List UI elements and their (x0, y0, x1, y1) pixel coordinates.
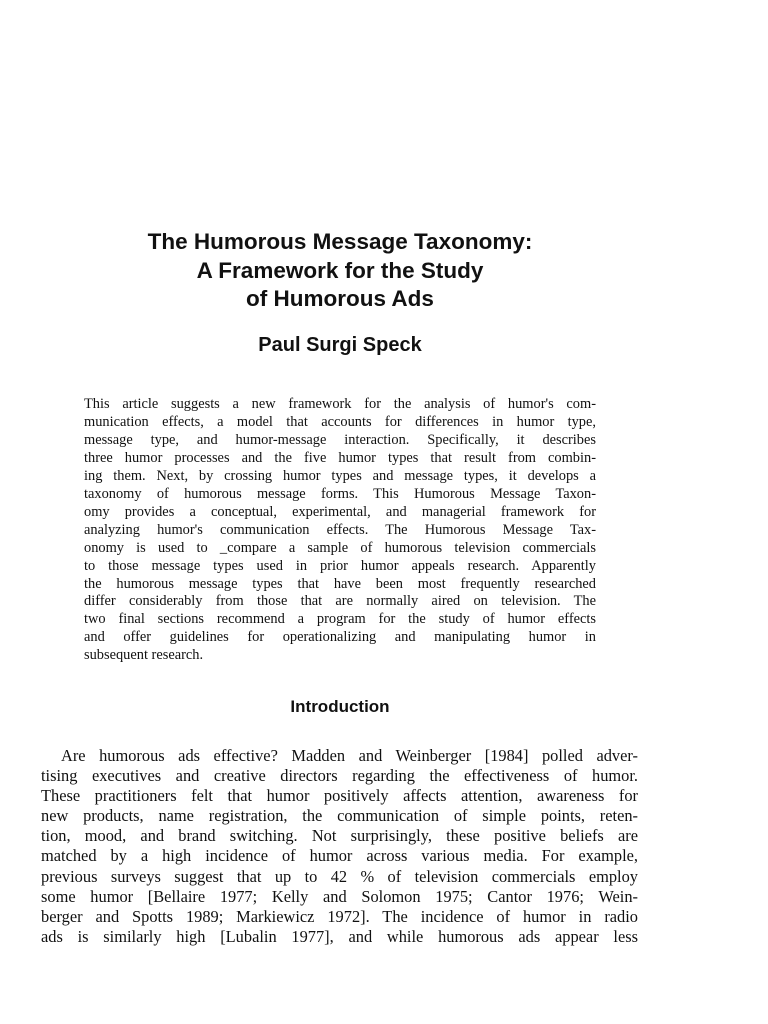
abstract-line: message type, and humor-message interaction. Specifically, it describes (84, 431, 596, 448)
body-line: ads is similarly high [Lubalin 1977], and while humorous ads appear less (41, 926, 638, 946)
abstract-line: taxonomy of humorous message forms. This Humorous Message Taxon- (84, 485, 596, 502)
body-line: matched by a high incidence of humor across various media. For example, (41, 846, 638, 866)
section-heading-introduction: Introduction (290, 697, 390, 716)
body-line: These practitioners felt that humor positively affects attention, awareness for (41, 786, 638, 806)
title-line: of Humorous Ads (246, 286, 434, 311)
abstract-line: differ considerably from those that are normally aired on television. The (84, 593, 596, 610)
abstract-line: omy provides a conceptual, experimental, and managerial framework for (84, 503, 596, 520)
body-line: tion, mood, and brand switching. Not surprisingly, these positive beliefs are (41, 826, 638, 846)
body-line: some humor [Bellaire 1977; Kelly and Solomon 1975; Cantor 1976; Wein- (41, 886, 638, 906)
abstract-line: three humor processes and the five humor types that result from combin- (84, 449, 596, 466)
abstract-line: analyzing humor's communication effects. The Humorous Message Tax- (84, 521, 596, 538)
abstract-line: two final sections recommend a program for the study of humor effects (84, 611, 596, 628)
article-author: Paul Surgi Speck (258, 334, 422, 356)
abstract-line: the humorous message types that have been most frequently researched (84, 575, 596, 592)
article-title (60, 228, 620, 314)
title-line: A Framework for the Study (196, 257, 484, 283)
body-line: new products, name registration, the communication of simple points, reten- (41, 806, 638, 826)
title-line: The Humorous Message Taxonomy: (147, 229, 533, 254)
abstract-line: This article suggests a new framework for the analysis of humor's com- (84, 396, 596, 412)
body-line: previous surveys suggest that up to 42 % of television commercials employ (41, 866, 638, 886)
body-line: tising executives and creative directors regarding the effectiveness of humor. (41, 766, 638, 786)
body-paragraph (41, 746, 638, 947)
body-line: berger and Spotts 1989; Markiewicz 1972]. The incidence of humor in radio (41, 906, 638, 926)
abstract-line: onomy is used to _compare a sample of humorous television commercials (84, 539, 596, 556)
abstract-line: ing them. Next, by crossing humor types and message types, it develops a (84, 467, 596, 484)
abstract (84, 396, 596, 665)
body-line: Are humorous ads effective? Madden and Weinberger [1984] polled adver- (61, 746, 638, 765)
abstract-line: to those message types used in prior humor appeals research. Apparently (84, 557, 596, 574)
abstract-line: subsequent research. (84, 647, 204, 664)
abstract-line: munication effects, a model that accounts for differences in humor type, (84, 413, 596, 430)
abstract-line: and offer guidelines for operationalizing and manipulating humor in (84, 629, 596, 646)
